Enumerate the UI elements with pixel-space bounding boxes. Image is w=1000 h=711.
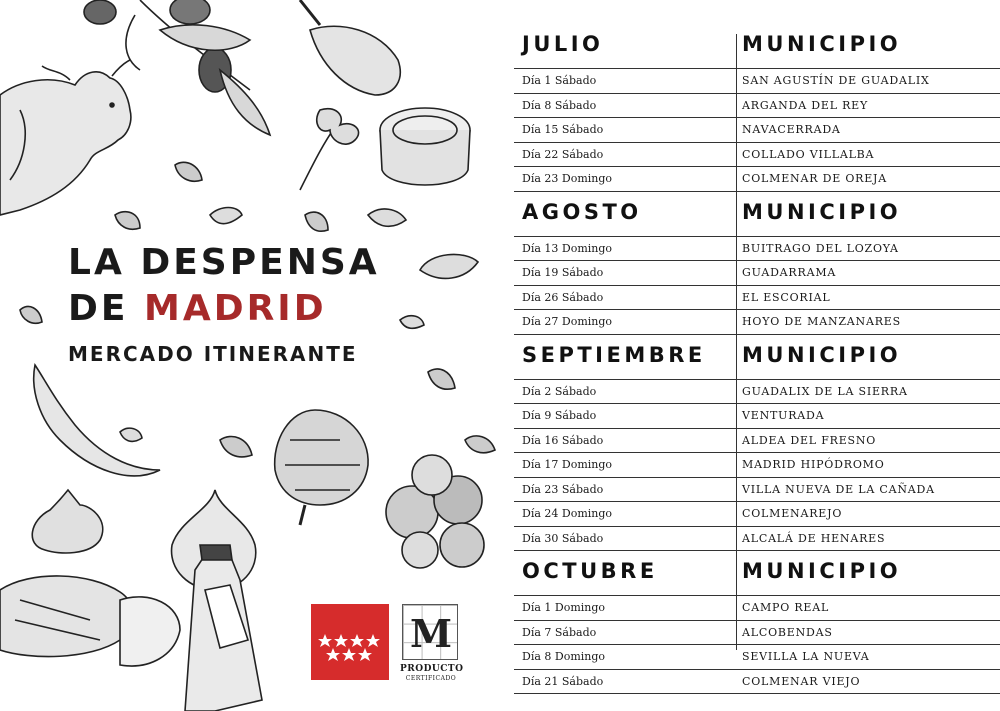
producto-certificado-logo <box>400 604 462 684</box>
municipality-cell: ALCOBENDAS <box>742 625 833 639</box>
municipio-header: MUNICIPIO <box>742 342 902 367</box>
month-header <box>514 192 1000 237</box>
municipality-cell: MADRID HIPÓDROMO <box>742 458 885 471</box>
schedule-table <box>514 24 1000 694</box>
certificado-grid <box>402 604 458 660</box>
month-name: JULIO <box>522 32 604 56</box>
date-cell: Día 21 Sábado <box>522 674 604 688</box>
schedule-row <box>514 527 1000 552</box>
bread-illustration <box>0 576 180 666</box>
poster-title-madrid: MADRID <box>144 288 327 329</box>
date-cell: Día 17 Domingo <box>522 458 613 471</box>
schedule-row <box>514 670 1000 695</box>
can-illustration <box>380 108 470 185</box>
schedule-row <box>514 143 1000 168</box>
month-name: SEPTIEMBRE <box>522 342 706 367</box>
municipio-header: MUNICIPIO <box>742 199 902 224</box>
date-cell: Día 27 Domingo <box>522 315 613 328</box>
municipality-cell: VENTURADA <box>742 409 825 422</box>
schedule-row <box>514 69 1000 94</box>
date-cell: Día 23 Domingo <box>522 172 613 185</box>
date-cell: Día 8 Sábado <box>522 98 597 112</box>
poster-subtitle: MERCADO ITINERANTE <box>68 342 358 366</box>
schedule-row <box>514 596 1000 621</box>
municipio-header: MUNICIPIO <box>742 32 902 56</box>
municipality-cell: COLMENAREJO <box>742 507 843 520</box>
date-cell: Día 19 Sábado <box>522 266 604 279</box>
date-cell: Día 16 Sábado <box>522 433 604 447</box>
parsley-illustration <box>300 109 359 190</box>
municipality-cell: GUADARRAMA <box>742 266 837 279</box>
schedule-row <box>514 502 1000 527</box>
municipality-cell: ALDEA DEL FRESNO <box>742 433 877 447</box>
municipality-cell: COLMENAR VIEJO <box>742 674 861 688</box>
date-cell: Día 7 Sábado <box>522 625 597 639</box>
municipality-cell: EL ESCORIAL <box>742 290 831 304</box>
certificado-sublabel: CERTIFICADO <box>405 675 457 682</box>
municipality-cell: COLMENAR DE OREJA <box>742 172 888 185</box>
artichoke-illustration <box>275 410 368 525</box>
municipality-cell: NAVACERRADA <box>742 123 841 136</box>
month-block <box>514 192 1000 335</box>
schedule-row <box>514 94 1000 119</box>
month-block <box>514 24 1000 192</box>
municipality-cell: ALCALÁ DE HENARES <box>742 531 886 545</box>
month-name: AGOSTO <box>522 199 642 224</box>
schedule-row <box>514 167 1000 192</box>
date-cell: Día 1 Sábado <box>522 74 597 87</box>
schedule-row <box>514 286 1000 311</box>
date-cell: Día 24 Domingo <box>522 507 613 520</box>
wine-onion-illustration <box>172 490 262 711</box>
month-header <box>514 335 1000 380</box>
date-cell: Día 26 Sábado <box>522 290 604 304</box>
date-cell: Día 13 Domingo <box>522 241 613 255</box>
schedule-row <box>514 645 1000 670</box>
scoop-illustration <box>300 0 400 95</box>
schedule-row <box>514 453 1000 478</box>
date-cell: Día 30 Sábado <box>522 531 604 545</box>
certificado-label: PRODUCTO <box>400 664 464 674</box>
schedule-row <box>514 237 1000 262</box>
bull-illustration <box>0 60 131 215</box>
municipality-cell: SEVILLA LA NUEVA <box>742 650 870 663</box>
schedule-row <box>514 261 1000 286</box>
schedule-row <box>514 404 1000 429</box>
date-cell: Día 1 Domingo <box>522 601 606 614</box>
municipality-cell: COLLADO VILLALBA <box>742 147 875 161</box>
month-header <box>514 24 1000 69</box>
municipality-cell: VILLA NUEVA DE LA CAÑADA <box>742 482 935 496</box>
schedule-row <box>514 621 1000 646</box>
schedule-row <box>514 118 1000 143</box>
municipality-cell: ARGANDA DEL REY <box>742 98 869 112</box>
municipio-header: MUNICIPIO <box>742 559 902 583</box>
garlic-illustration <box>32 490 102 553</box>
poster-title-de: DE <box>68 288 145 329</box>
date-cell: Día 15 Sábado <box>522 123 604 136</box>
chili-illustration <box>34 365 160 476</box>
schedule-row <box>514 429 1000 454</box>
comunidad-madrid-logo <box>311 604 389 680</box>
municipality-cell: GUADALIX DE LA SIERRA <box>742 384 908 398</box>
poster-title-line1: LA DESPENSA <box>68 242 380 283</box>
certificado-letter: M <box>409 611 453 656</box>
date-cell: Día 23 Sábado <box>522 482 604 496</box>
municipality-cell: BUITRAGO DEL LOZOYA <box>742 241 899 255</box>
schedule-row <box>514 380 1000 405</box>
date-cell: Día 2 Sábado <box>522 384 597 398</box>
municipality-cell: SAN AGUSTÍN DE GUADALIX <box>742 74 930 87</box>
onions-illustration <box>386 455 484 568</box>
month-block <box>514 551 1000 694</box>
municipality-cell: HOYO DE MANZANARES <box>742 315 901 328</box>
seven-stars-icon <box>311 604 389 680</box>
date-cell: Día 8 Domingo <box>522 650 606 663</box>
date-cell: Día 9 Sábado <box>522 409 597 422</box>
month-block <box>514 335 1000 552</box>
schedule-row <box>514 478 1000 503</box>
month-name: OCTUBRE <box>522 559 658 583</box>
schedule-row <box>514 310 1000 335</box>
poster-title-line2 <box>68 288 327 329</box>
municipality-cell: CAMPO REAL <box>742 601 830 614</box>
date-cell: Día 22 Sábado <box>522 147 604 161</box>
month-header <box>514 551 1000 596</box>
